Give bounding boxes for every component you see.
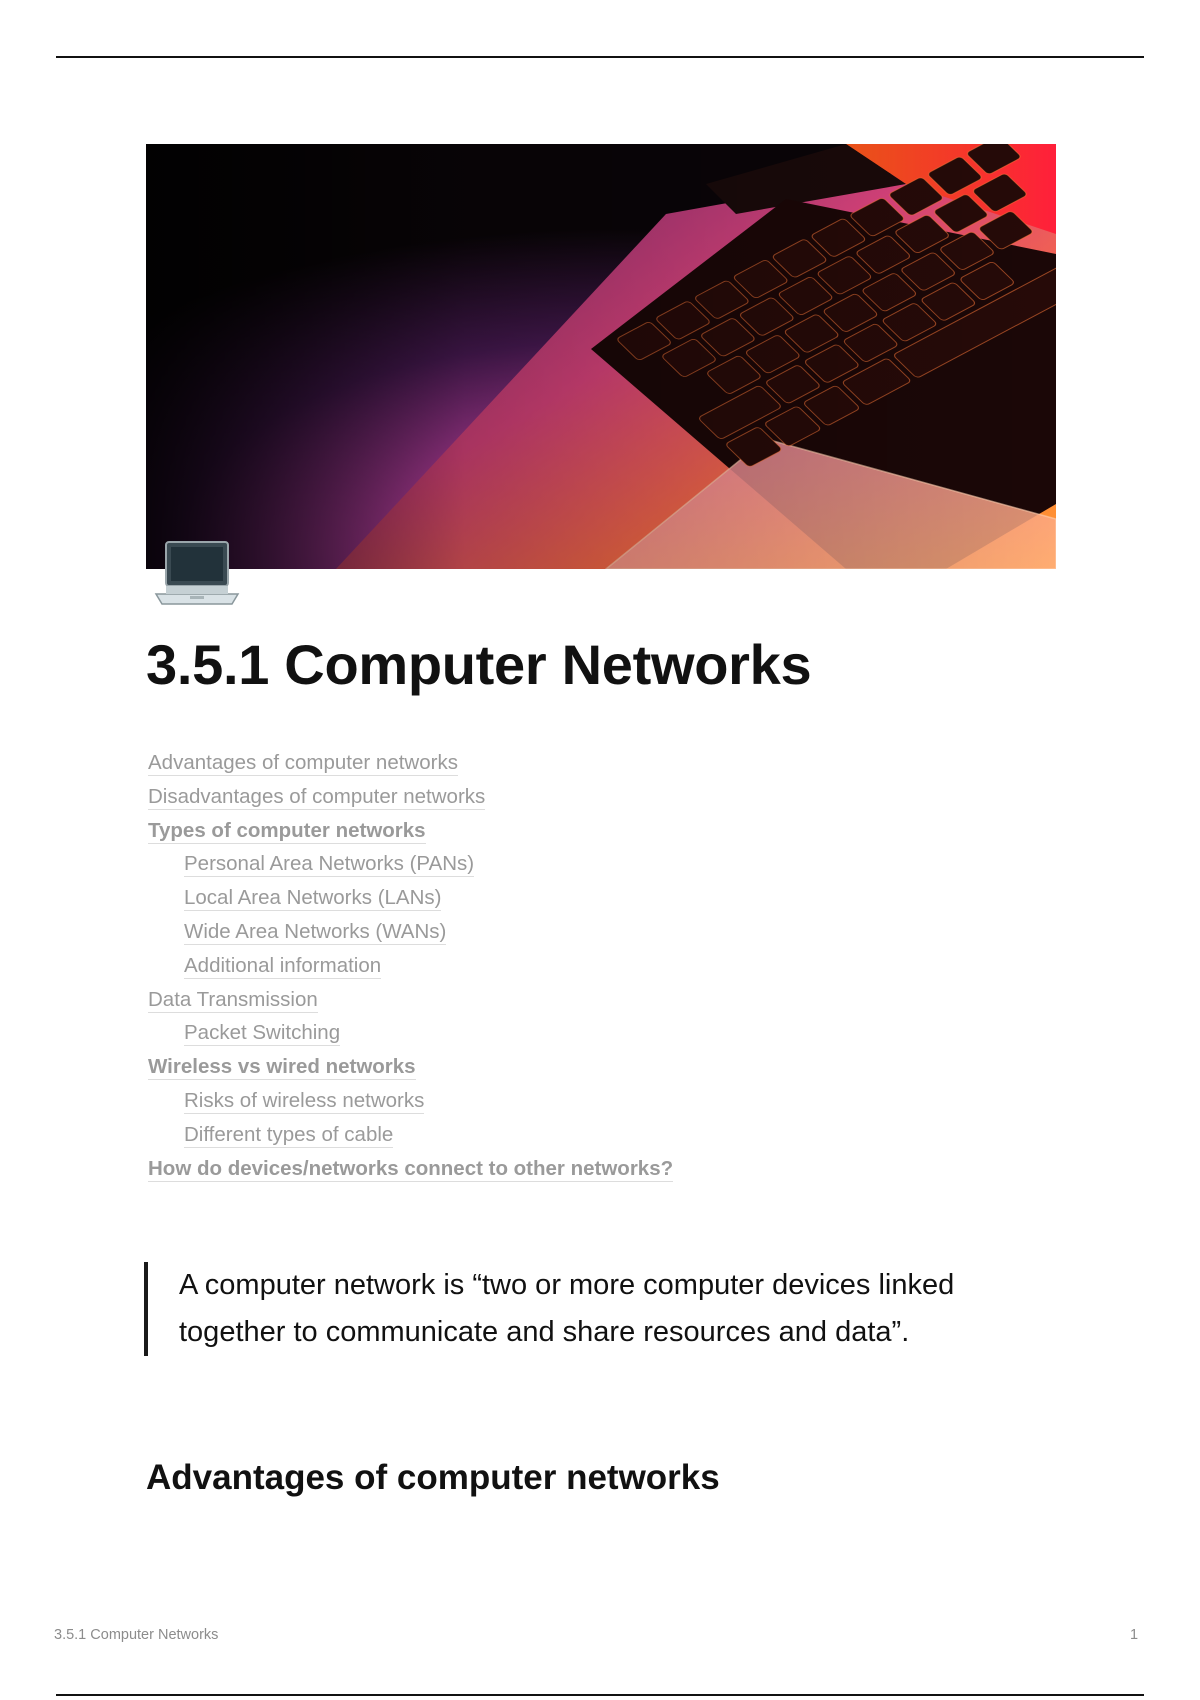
definition-quote: [144, 1262, 1049, 1356]
header-rule: [56, 56, 1144, 58]
footer-page-number: 1: [1130, 1627, 1139, 1643]
toc-item-packet-switching[interactable]: Packet Switching: [184, 1021, 341, 1045]
section-heading-advantages: Advantages of computer networks: [146, 1458, 720, 1497]
toc-item-data-transmission[interactable]: Data Transmission: [148, 987, 318, 1011]
toc-item-wireless-risks[interactable]: Risks of wireless networks: [184, 1088, 425, 1112]
footer-rule: [56, 1694, 1144, 1696]
toc-item-advantages[interactable]: Advantages of computer networks: [148, 751, 458, 774]
toc-item-pans[interactable]: Personal Area Networks (PANs): [184, 852, 475, 876]
laptop-icon: [152, 540, 242, 612]
laptop-keyboard-photo: [146, 144, 1056, 569]
toc-item-types[interactable]: Types of computer networks: [148, 818, 426, 842]
table-of-contents: [148, 748, 848, 1187]
toc-item-disadvantages[interactable]: Disadvantages of computer networks: [148, 784, 486, 808]
page-title: 3.5.1 Computer Networks: [146, 633, 812, 696]
toc-item-additional-information[interactable]: Additional information: [184, 953, 382, 977]
toc-item-connect-networks[interactable]: How do devices/networks connect to other networks?: [148, 1156, 674, 1180]
footer-page-title: 3.5.1 Computer Networks: [54, 1627, 219, 1643]
cover-image: [146, 144, 1056, 569]
toc-item-cable-types[interactable]: Different types of cable: [184, 1122, 394, 1146]
toc-item-wans[interactable]: Wide Area Networks (WANs): [184, 919, 447, 943]
toc-item-lans[interactable]: Local Area Networks (LANs): [184, 886, 442, 910]
quote-text: A computer network is “two or more computer devices linked together to communicate and share resources and data”.: [179, 1269, 955, 1348]
toc-item-wireless-vs-wired[interactable]: Wireless vs wired networks: [148, 1055, 416, 1079]
